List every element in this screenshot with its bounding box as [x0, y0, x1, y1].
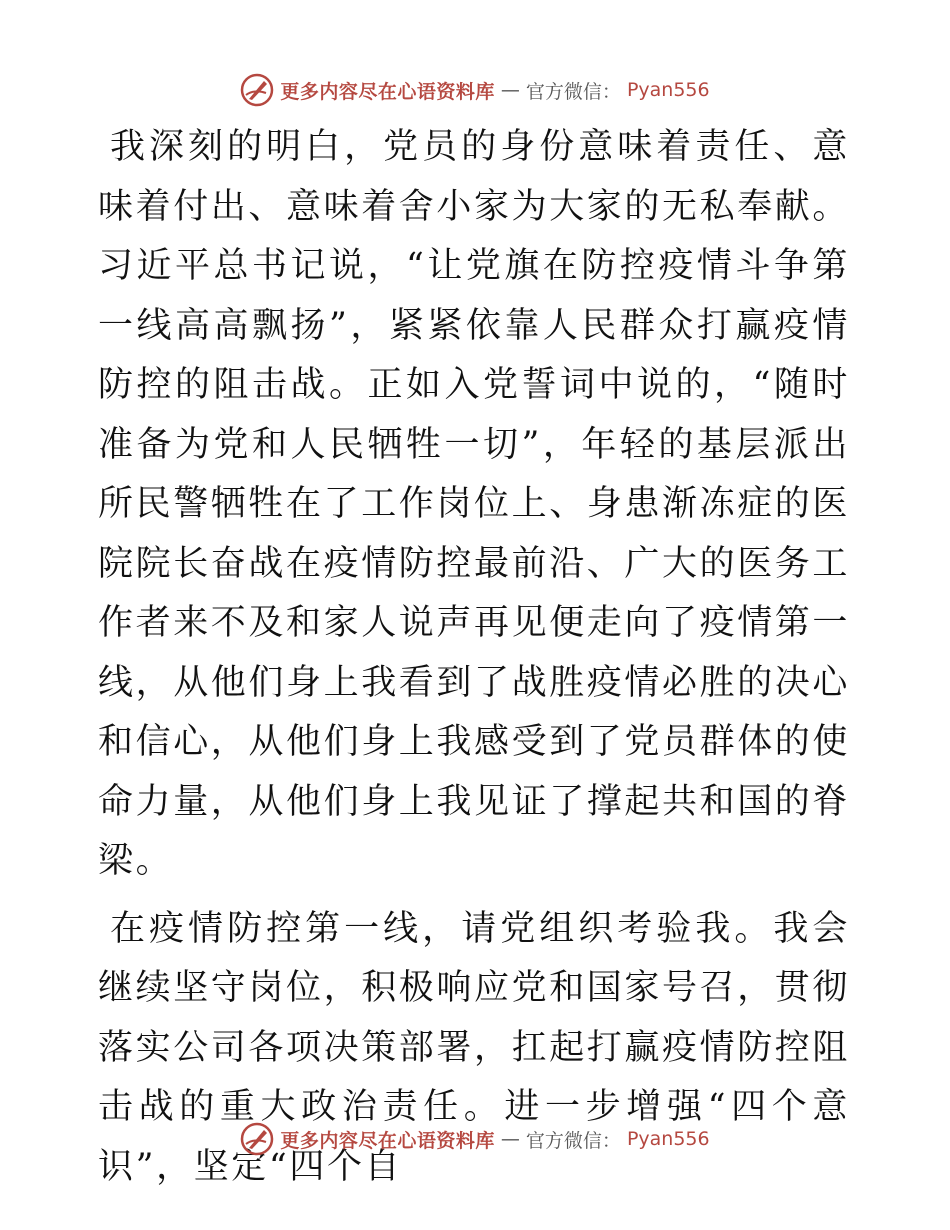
footer-site-text: 更多内容尽在心语资料库: [280, 1129, 495, 1152]
header-separator: —: [500, 79, 520, 101]
document-body: [98, 118, 850, 1197]
footer-wechat-label: 官方微信：: [525, 1129, 621, 1152]
header-wechat-label: 官方微信：: [525, 80, 621, 103]
footer-banner: [0, 1121, 950, 1157]
quill-circle-icon: [240, 73, 274, 107]
footer-wechat-id: Pyan556: [626, 1128, 710, 1150]
paragraph-2: 在疫情防控第一线，请党组织考验我。我会继续坚守岗位，积极响应党和国家号召，贯彻落实公司各项决策部署，扛起打赢疫情防控阻击战的重大政治责任。进一步增强“四个意识”，坚定“四个自: [98, 908, 851, 1187]
paragraph-1: 我深刻的明白，党员的身份意味着责任、意味着付出、意味着舍小家为大家的无私奉献。习近平总书记说，“让党旗在防控疫情斗争第一线高高飘扬”，紧紧依靠人民群众打赢疫情防控的阻击战。正如入党誓词中说的，“随时准备为党和人民牺牲一切”，年轻的基层派出所民警牺牲在了工作岗位上、身患渐冻症的医院院长奋战在疫情防控最前沿、广大的医务工作者来不及和家人说声再见便走向了疫情第一线，从他们身上我看到了战胜疫情必胜的决心和信心，从他们身上我感受到了党员群体的使命力量，从他们身上我见证了撑起共和国的脊梁。: [98, 127, 851, 881]
header-wechat-id: Pyan556: [626, 79, 710, 101]
quill-circle-icon: [240, 1122, 274, 1156]
header-site-text: 更多内容尽在心语资料库: [280, 80, 495, 103]
header-banner: [0, 72, 950, 108]
footer-separator: —: [500, 1128, 520, 1150]
